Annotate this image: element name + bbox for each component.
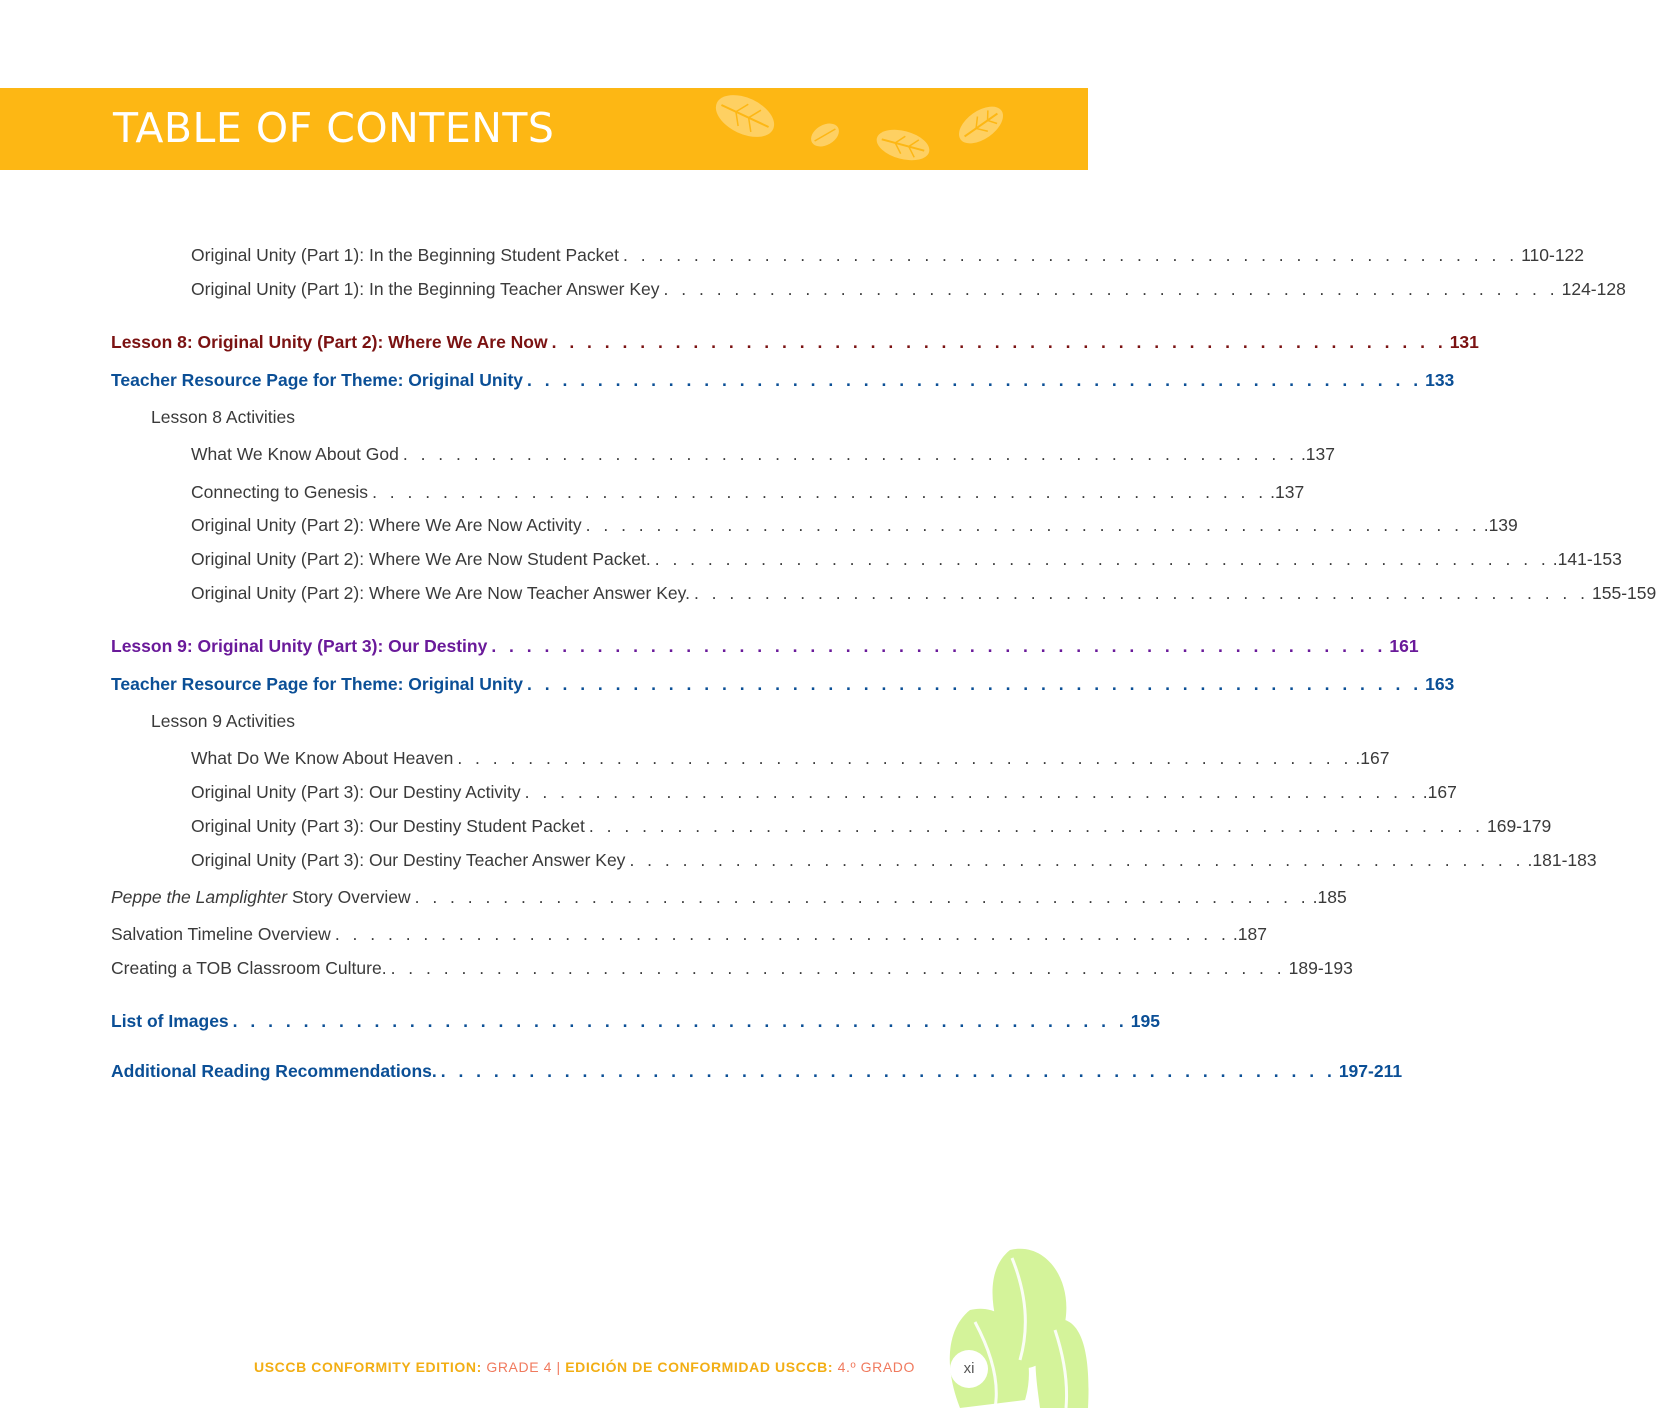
page-title: TABLE OF CONTENTS	[113, 104, 555, 152]
toc-page-number: .167	[1422, 782, 1457, 802]
toc-entry-title: Lesson 9: Original Unity (Part 3): Our Destiny	[111, 636, 488, 656]
toc-entry[interactable]	[191, 848, 1597, 872]
toc-page-number: 133	[1425, 370, 1455, 390]
toc-entry-title: Creating a TOB Classroom Culture.	[111, 958, 387, 978]
toc-page-number: .141-153	[1552, 549, 1622, 569]
toc-page-number: 163	[1425, 674, 1455, 694]
toc-entry-title: Original Unity (Part 2): Where We Are Now Student Packet.	[191, 549, 651, 569]
toc-leader: . . . . . . . . . . . . . . . . . . . . . . . . . . . . . . . . . . . . . . . . . . . . . . . . . . .	[402, 444, 1298, 464]
toc-entry-title-italic: Peppe the Lamplighter	[111, 887, 288, 907]
toc-entry-teacher-resource[interactable]	[111, 368, 1455, 392]
toc-leader: . . . . . . . . . . . . . . . . . . . . . . . . . . . . . . . . . . . . . . . . . . . . . . . . . . .	[693, 583, 1590, 603]
toc-leader: . . . . . . . . . . . . . . . . . . . . . . . . . . . . . . . . . . . . . . . . . . . . . . . . . . .	[414, 887, 1310, 907]
toc-page-number: 131	[1449, 332, 1479, 352]
footer	[254, 1359, 934, 1381]
toc-entry[interactable]	[191, 513, 1518, 537]
toc-leader: . . . . . . . . . . . . . . . . . . . . . . . . . . . . . . . . . . . . . . . . . . . . . . . . . . .	[334, 924, 1230, 944]
toc-page-number: .137	[1300, 444, 1335, 464]
toc-entry-title: Lesson 8: Original Unity (Part 2): Where We Are Now	[111, 332, 548, 352]
toc-page-number: 124-128	[1561, 279, 1626, 299]
toc-leader: . . . . . . . . . . . . . . . . . . . . . . . . . . . . . . . . . . . . . . . . . . . . . . . . . . .	[629, 850, 1525, 870]
toc-entry[interactable]	[111, 885, 1347, 909]
toc-entry[interactable]	[111, 956, 1353, 980]
toc-page-number: 195	[1130, 1011, 1160, 1031]
toc-entry-additional-reading[interactable]	[111, 1059, 1403, 1083]
toc-leader: . . . . . . . . . . . . . . . . . . . . . . . . . . . . . . . . . . . . . . . . . . . . . . . . . . .	[623, 245, 1519, 265]
footer-edition-es: EDICIÓN DE CONFORMIDAD USCCB:	[565, 1359, 834, 1375]
toc-entry[interactable]	[191, 746, 1390, 770]
toc-entry-title: List of Images	[111, 1011, 229, 1031]
toc-page-number: 155-159	[1592, 583, 1656, 603]
toc-entry[interactable]	[191, 442, 1335, 466]
toc-entry[interactable]	[191, 480, 1305, 504]
toc-leader: . . . . . . . . . . . . . . . . . . . . . . . . . . . . . . . . . . . . . . . . . . . . . . . . . . .	[372, 482, 1268, 502]
toc-entry-list-of-images[interactable]	[111, 1009, 1160, 1033]
toc-leader: . . . . . . . . . . . . . . . . . . . . . . . . . . . . . . . . . . . . . . . . . . . . . . . . . . .	[527, 674, 1423, 694]
toc-entry[interactable]	[191, 547, 1622, 571]
toc-page-number: 161	[1389, 636, 1419, 656]
toc-page-number: .187	[1232, 924, 1267, 944]
page-number: xi	[950, 1350, 988, 1388]
toc-entry-teacher-resource[interactable]	[111, 672, 1455, 696]
toc-leader: . . . . . . . . . . . . . . . . . . . . . . . . . . . . . . . . . . . . . . . . . . . . . . . . . . .	[551, 332, 1447, 352]
toc-page-number: 197-211	[1338, 1061, 1403, 1081]
toc-page-number: .167	[1355, 748, 1390, 768]
toc-leader: . . . . . . . . . . . . . . . . . . . . . . . . . . . . . . . . . . . . . . . . . . . . . . . . . . .	[457, 748, 1353, 768]
toc-page-number: .185	[1312, 887, 1347, 907]
toc-page-number: .137	[1270, 482, 1305, 502]
toc-leader: . . . . . . . . . . . . . . . . . . . . . . . . . . . . . . . . . . . . . . . . . . . . . . . . . . .	[524, 782, 1420, 802]
toc-entry[interactable]	[191, 780, 1457, 804]
toc-entry-title: What Do We Know About Heaven	[191, 748, 454, 768]
footer-edition-en: USCCB CONFORMITY EDITION:	[254, 1359, 482, 1375]
footer-grade-es: 4.º GRADO	[833, 1359, 915, 1375]
toc-entry-title: Original Unity (Part 3): Our Destiny Student Packet	[191, 816, 585, 836]
toc-entry-title	[111, 885, 415, 909]
toc-entry-lesson-9[interactable]	[111, 634, 1419, 658]
toc-page-number: 189-193	[1288, 958, 1353, 978]
toc-leader: . . . . . . . . . . . . . . . . . . . . . . . . . . . . . . . . . . . . . . . . . . . . . . . . . . .	[440, 1061, 1336, 1081]
toc-entry-title: Teacher Resource Page for Theme: Original Unity	[111, 370, 524, 390]
toc-entry-title: Original Unity (Part 1): In the Beginning Teacher Answer Key	[191, 279, 660, 299]
toc-leader: . . . . . . . . . . . . . . . . . . . . . . . . . . . . . . . . . . . . . . . . . . . . . . . . . . .	[527, 370, 1423, 390]
toc-leader: . . . . . . . . . . . . . . . . . . . . . . . . . . . . . . . . . . . . . . . . . . . . . . . . . . .	[390, 958, 1286, 978]
toc-entry-title: Original Unity (Part 3): Our Destiny Activity	[191, 782, 521, 802]
toc-page-number: 169-179	[1486, 816, 1552, 836]
toc-entry[interactable]	[191, 243, 1585, 267]
toc-leader: . . . . . . . . . . . . . . . . . . . . . . . . . . . . . . . . . . . . . . . . . . . . . . . . . . .	[663, 279, 1559, 299]
toc-entry[interactable]	[191, 581, 1656, 605]
toc-section-label: Lesson 8 Activities	[151, 407, 295, 427]
toc-leader: . . . . . . . . . . . . . . . . . . . . . . . . . . . . . . . . . . . . . . . . . . . . . . . . . . .	[588, 816, 1484, 836]
toc-entry-title: Salvation Timeline Overview	[111, 924, 331, 944]
toc-entry[interactable]	[111, 922, 1267, 946]
toc-leader: . . . . . . . . . . . . . . . . . . . . . . . . . . . . . . . . . . . . . . . . . . . . . . . . . . .	[232, 1011, 1128, 1031]
toc-entry-title: Original Unity (Part 2): Where We Are Now Activity	[191, 515, 582, 535]
toc-entry-lesson-8[interactable]	[111, 330, 1479, 354]
toc-page-number: .139	[1483, 515, 1518, 535]
toc-leader: . . . . . . . . . . . . . . . . . . . . . . . . . . . . . . . . . . . . . . . . . . . . . . . . . . .	[491, 636, 1387, 656]
toc-entry[interactable]	[191, 814, 1552, 838]
toc-leader: . . . . . . . . . . . . . . . . . . . . . . . . . . . . . . . . . . . . . . . . . . . . . . . . . . .	[585, 515, 1481, 535]
toc-entry-title-rest: Story Overview	[287, 887, 411, 907]
toc-entry[interactable]	[191, 277, 1626, 301]
toc-entry-title: Original Unity (Part 1): In the Beginning Student Packet	[191, 245, 620, 265]
toc-entry-title: Teacher Resource Page for Theme: Original Unity	[111, 674, 524, 694]
toc-section-label: Lesson 9 Activities	[151, 711, 295, 731]
toc-leader: . . . . . . . . . . . . . . . . . . . . . . . . . . . . . . . . . . . . . . . . . . . . . . . . . . .	[654, 549, 1550, 569]
toc-entry-title: Original Unity (Part 2): Where We Are Now Teacher Answer Key.	[191, 583, 690, 603]
toc-entry-title: What We Know About God	[191, 444, 399, 464]
toc-entry-title: Original Unity (Part 3): Our Destiny Teacher Answer Key	[191, 850, 626, 870]
toc-entry-title: Connecting to Genesis	[191, 482, 369, 502]
toc-page-number: .181-183	[1527, 850, 1597, 870]
footer-grade-en: GRADE 4 |	[481, 1359, 566, 1375]
toc-page-number: 110-122	[1521, 245, 1585, 265]
toc-entry-title: Additional Reading Recommendations.	[111, 1061, 437, 1081]
